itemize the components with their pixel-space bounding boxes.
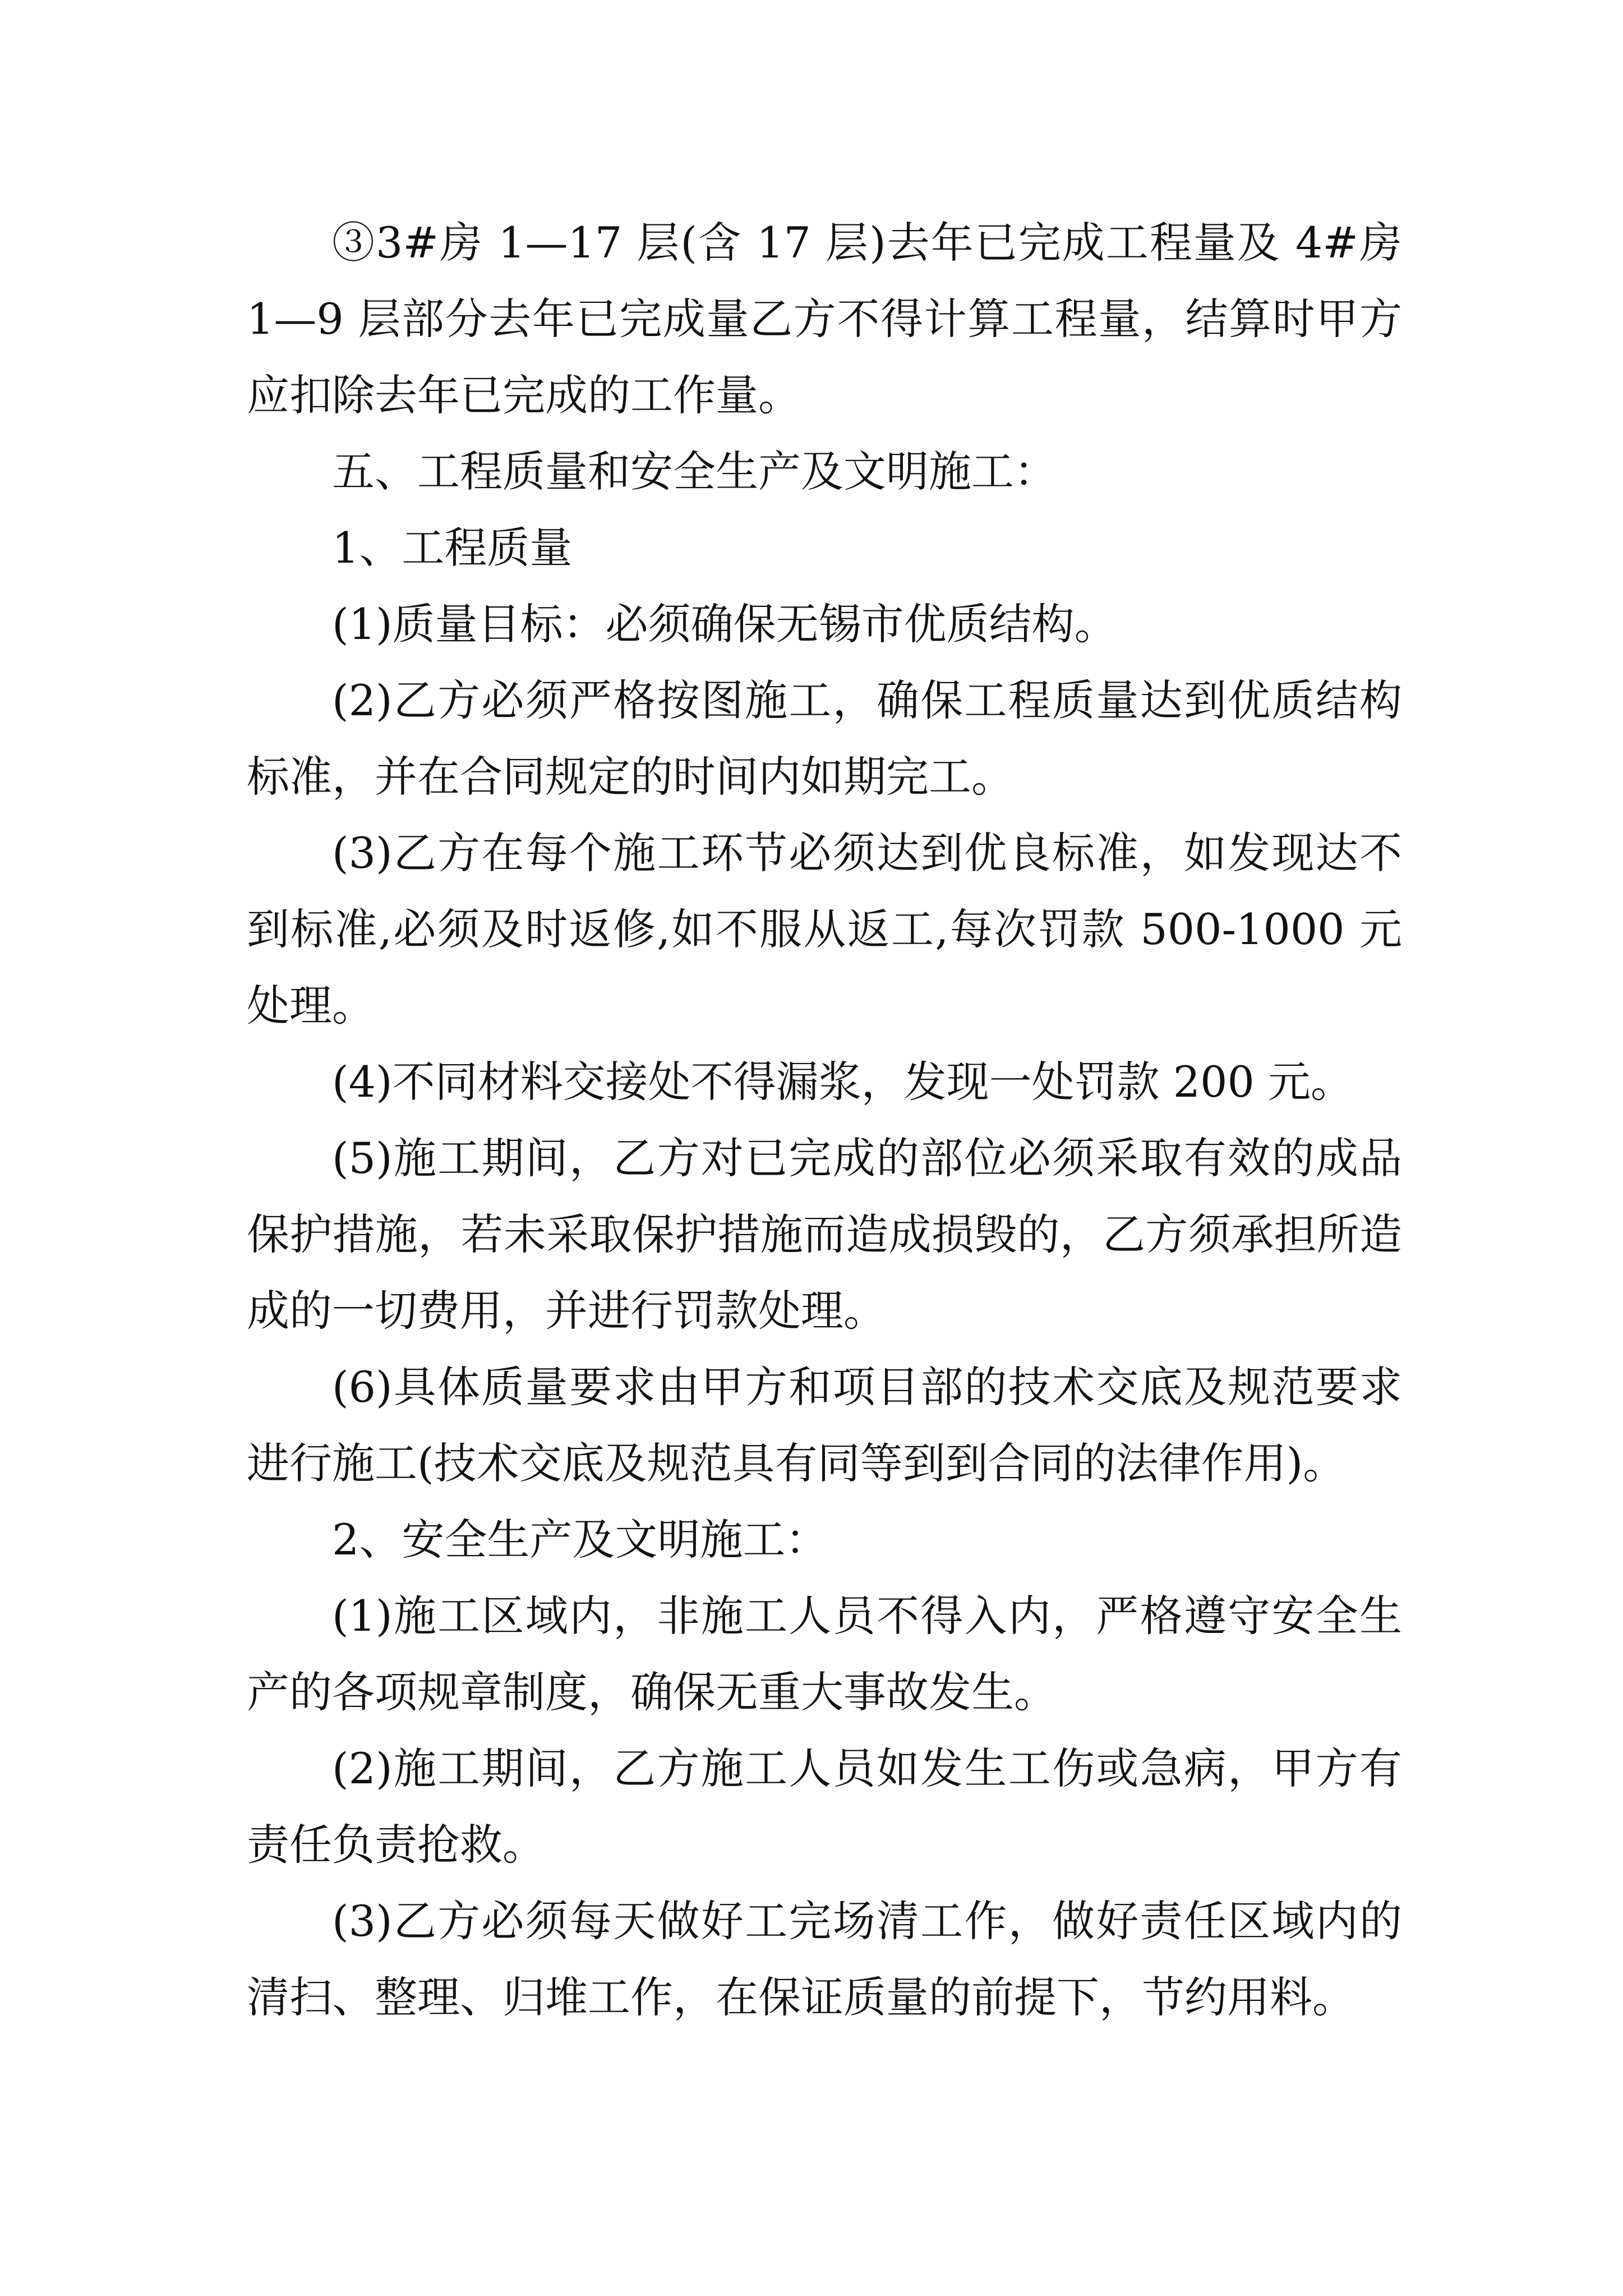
paragraph-leakage-penalty: (4)不同材料交接处不得漏浆，发现一处罚款 200 元。 [332,1057,1354,1107]
section-heading-quality-safety: 五、工程质量和安全生产及文明施工： [332,447,1057,496]
paragraph-quality-target: (1)质量目标：必须确保无锡市优质结构。 [332,599,1117,649]
paragraph-injury-rescue: (2)施工期间，乙方施工人员如发生工伤或急病，甲方有责任负责抢救。 [247,1743,1402,1870]
paragraph-quality-requirements: (6)具体质量要求由甲方和项目部的技术交底及规范要求进行施工(技术交底及规范具有同等到到合同的法律作用)。 [247,1362,1402,1488]
paragraph-site-cleaning: (3)乙方必须每天做好工完场清工作，做好责任区域内的清扫、整理、归堆工作，在保证质量的前提下，节约用料。 [247,1896,1402,2022]
paragraph-product-protection: (5)施工期间，乙方对已完成的部位必须采取有效的成品保护措施，若未采取保护措施而造成损毁的，乙方须承担所造成的一切费用，并进行罚款处理。 [247,1133,1402,1336]
paragraph-rework-penalty: (3)乙方在每个施工环节必须达到优良标准，如发现达不到标准,必须及时返修,如不服从返工,每次罚款 500-1000 元处理。 [247,828,1402,1030]
subheading-quality: 1、工程质量 [332,523,573,573]
paragraph-construction-per-drawing: (2)乙方必须严格按图施工，确保工程质量达到优质结构标准，并在合同规定的时间内如期完工。 [247,675,1402,802]
paragraph-area-access: (1)施工区域内，非施工人员不得入内，严格遵守安全生产的各项规章制度，确保无重大事故发生。 [247,1591,1402,1717]
subheading-safety: 2、安全生产及文明施工： [332,1515,828,1565]
paragraph-completed-work: ③3#房 1—17 层(含 17 层)去年已完成工程量及 4#房 1—9 层部分去年已完成量乙方不得计算工程量，结算时甲方应扣除去年已完成的工作量。 [247,218,1402,420]
document-body [247,205,1402,2036]
